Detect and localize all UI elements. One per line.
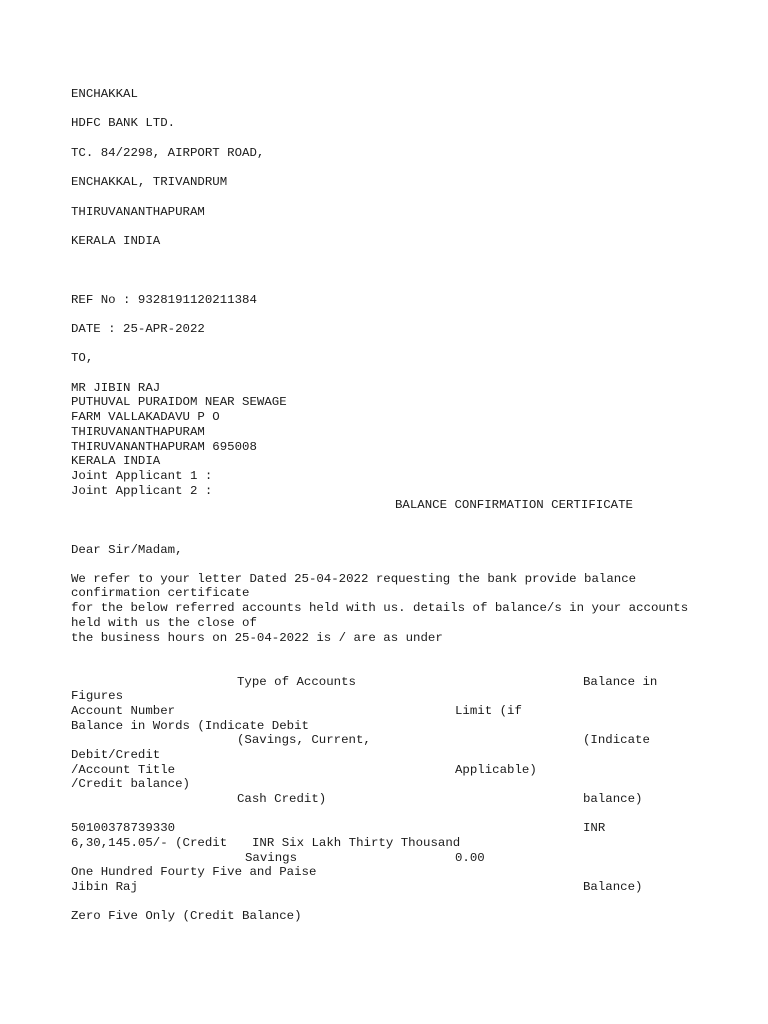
account-amount-figures: 6,30,145.05/- (Credit bbox=[71, 836, 228, 850]
reference-number: REF No : 9328191120211384 bbox=[71, 293, 257, 307]
joint-applicant-2: Joint Applicant 2 : bbox=[71, 484, 213, 498]
body-line-5: the business hours on 25-04-2022 is / are as under bbox=[71, 631, 443, 645]
account-title: Jibin Raj bbox=[71, 880, 138, 894]
recipient-address-3: THIRUVANANTHAPURAM bbox=[71, 425, 205, 439]
header-indicate: (Indicate bbox=[583, 733, 650, 747]
body-line-3: for the below referred accounts held with us. details of balance/s in your accounts bbox=[71, 601, 689, 615]
branch-name: ENCHAKKAL bbox=[71, 87, 138, 101]
recipient-address-4: THIRUVANANTHAPURAM 695008 bbox=[71, 440, 257, 454]
account-amount-words-3: Zero Five Only (Credit Balance) bbox=[71, 909, 302, 923]
header-balance-in: Balance in bbox=[583, 675, 658, 689]
account-amount-words-1: INR Six Lakh Thirty Thousand bbox=[252, 836, 461, 850]
header-credit-balance: /Credit balance) bbox=[71, 777, 190, 791]
letter-date: DATE : 25-APR-2022 bbox=[71, 322, 205, 336]
body-line-2: confirmation certificate bbox=[71, 586, 250, 600]
recipient-address-2: FARM VALLAKADAVU P O bbox=[71, 410, 220, 424]
to-label: TO, bbox=[71, 351, 94, 365]
account-balance-close: Balance) bbox=[583, 880, 643, 894]
account-number: 50100378739330 bbox=[71, 821, 176, 835]
joint-applicant-1: Joint Applicant 1 : bbox=[71, 469, 213, 483]
account-currency: INR bbox=[583, 821, 606, 835]
header-figures: Figures bbox=[71, 689, 124, 703]
branch-city: THIRUVANANTHAPURAM bbox=[71, 205, 205, 219]
certificate-title: BALANCE CONFIRMATION CERTIFICATE bbox=[395, 498, 633, 512]
bank-name: HDFC BANK LTD. bbox=[71, 116, 176, 130]
account-limit: 0.00 bbox=[455, 851, 485, 865]
account-amount-words-2: One Hundred Fourty Five and Paise bbox=[71, 865, 317, 879]
header-debit-credit: Debit/Credit bbox=[71, 748, 161, 762]
recipient-address-1: PUTHUVAL PURAIDOM NEAR SEWAGE bbox=[71, 395, 287, 409]
header-account-title: /Account Title bbox=[71, 763, 176, 777]
recipient-name: MR JIBIN RAJ bbox=[71, 381, 161, 395]
account-type: Savings bbox=[245, 851, 298, 865]
header-cash-credit: Cash Credit) bbox=[237, 792, 327, 806]
recipient-address-5: KERALA INDIA bbox=[71, 454, 161, 468]
header-type-of-accounts: Type of Accounts bbox=[237, 675, 356, 689]
branch-address-1: TC. 84/2298, AIRPORT ROAD, bbox=[71, 146, 265, 160]
header-savings-current: (Savings, Current, bbox=[237, 733, 371, 747]
header-limit-if: Limit (if bbox=[455, 704, 522, 718]
body-line-1: We refer to your letter Dated 25-04-2022 requesting the bank provide balance bbox=[71, 572, 637, 586]
branch-address-2: ENCHAKKAL, TRIVANDRUM bbox=[71, 175, 228, 189]
body-line-4: held with us the close of bbox=[71, 616, 257, 630]
header-balance-close: balance) bbox=[583, 792, 643, 806]
header-balance-in-words: Balance in Words (Indicate Debit bbox=[71, 719, 309, 733]
branch-state: KERALA INDIA bbox=[71, 234, 161, 248]
salutation: Dear Sir/Madam, bbox=[71, 543, 183, 557]
header-account-number: Account Number bbox=[71, 704, 176, 718]
header-applicable: Applicable) bbox=[455, 763, 537, 777]
